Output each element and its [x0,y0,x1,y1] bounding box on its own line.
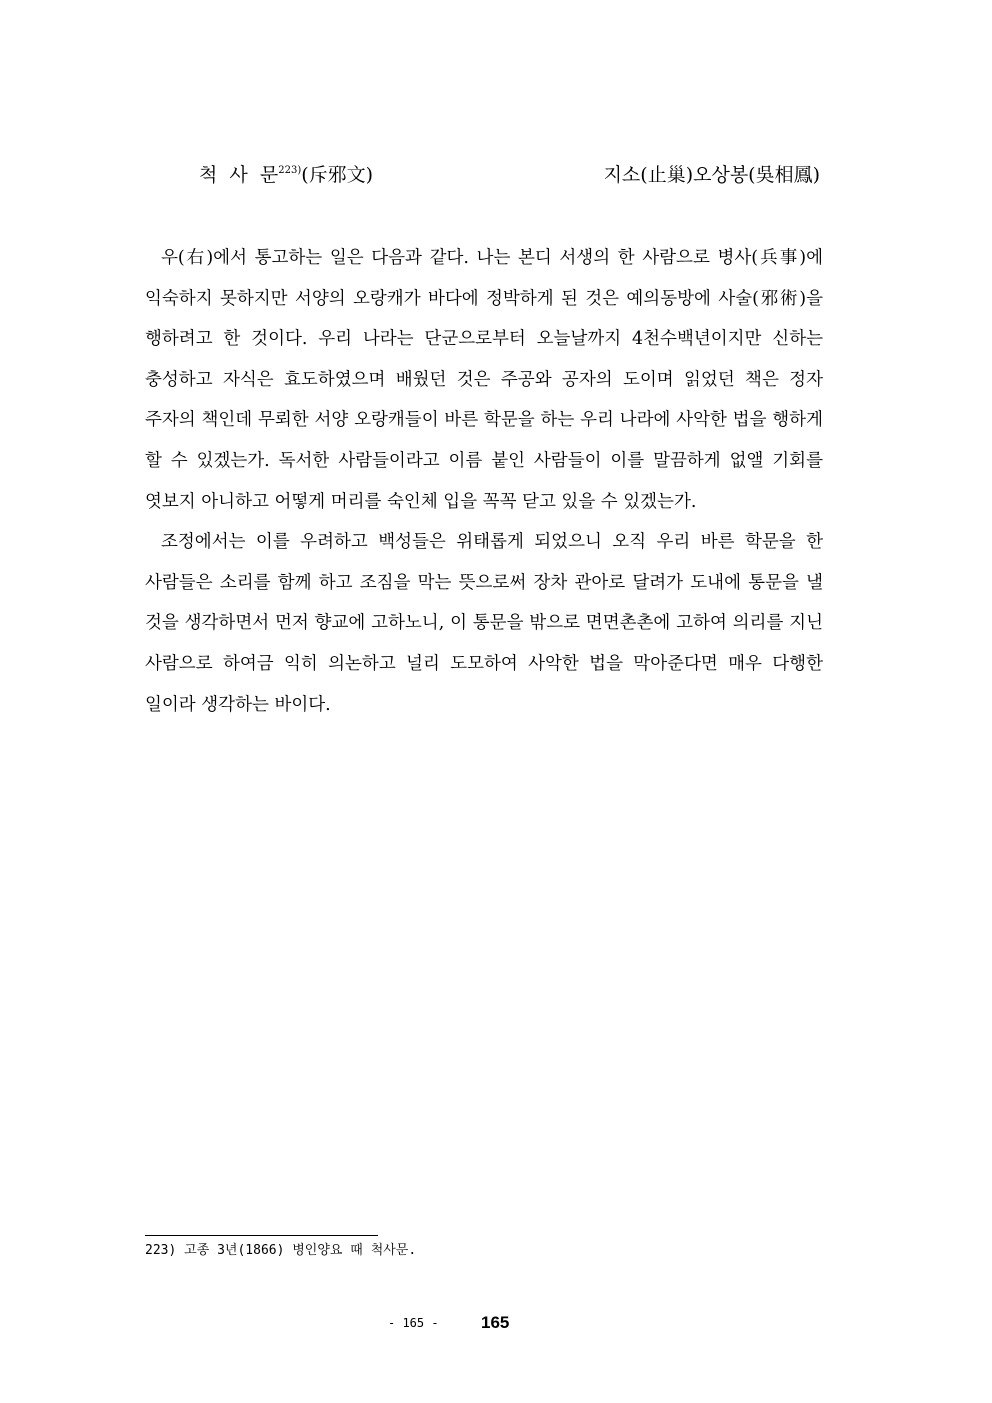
title-hanja: (斥邪文) [301,164,374,186]
title-text: 척 사 문 [199,164,279,186]
footnote-divider [145,1235,378,1236]
paragraph-2: 조정에서는 이를 우려하고 백성들은 위태롭게 되었으니 오직 우리 바른 학문을 한 사람들은 소리를 함께 하고 조짐을 막는 뜻으로써 장차 관아로 달려가 도내에 통문을 낼 것을 생각하면서 먼저 향교에 고하노니, 이 통문을 밖으로 면면촌촌에 고하여 의리를 지닌 사람으로 하여금 익히 의논하고 널리 도모하여 사악한 법을 막아준다면 매우 다행한 일이라 생각하는 바이다. [145,532,823,715]
paragraph-1: 우(右)에서 통고하는 일은 다음과 같다. 나는 본디 서생의 한 사람으로 병사(兵事)에 익숙하지 못하지만 서양의 오랑캐가 바다에 정박하게 된 것은 예의동방에 사술(邪術)을 행하려고 한 것이다. 우리 나라는 단군으로부터 오늘날까지 4천수백년이지만 신하는 충성하고 자식은 효도하였으며 배웠던 것은 주공와 공자의 도이며 읽었던 책은 정자 주자의 책인데 무뢰한 서양 오랑캐들이 바른 학문을 하는 우리 나라에 사악한 법을 행하게 할 수 있겠는가. 독서한 사람들이라고 이름 붙인 사람들이 이를 말끔하게 없앨 기회를 엿보지 아니하고 어떻게 머리를 숙인체 입을 꼭꼭 닫고 있을 수 있겠는가. [145,248,823,512]
page-number-large: 165 [481,1313,510,1332]
footnote-reference: 223) [278,165,302,176]
body-text [145,238,823,725]
footnote: 223) 고종 3년(1866) 병인양요 때 척사문. [145,1243,417,1258]
page-number-small: - 165 - [388,1316,439,1330]
document-title [199,163,373,187]
author-line: 지소(止巢)오상봉(吳相鳳) [603,164,820,186]
